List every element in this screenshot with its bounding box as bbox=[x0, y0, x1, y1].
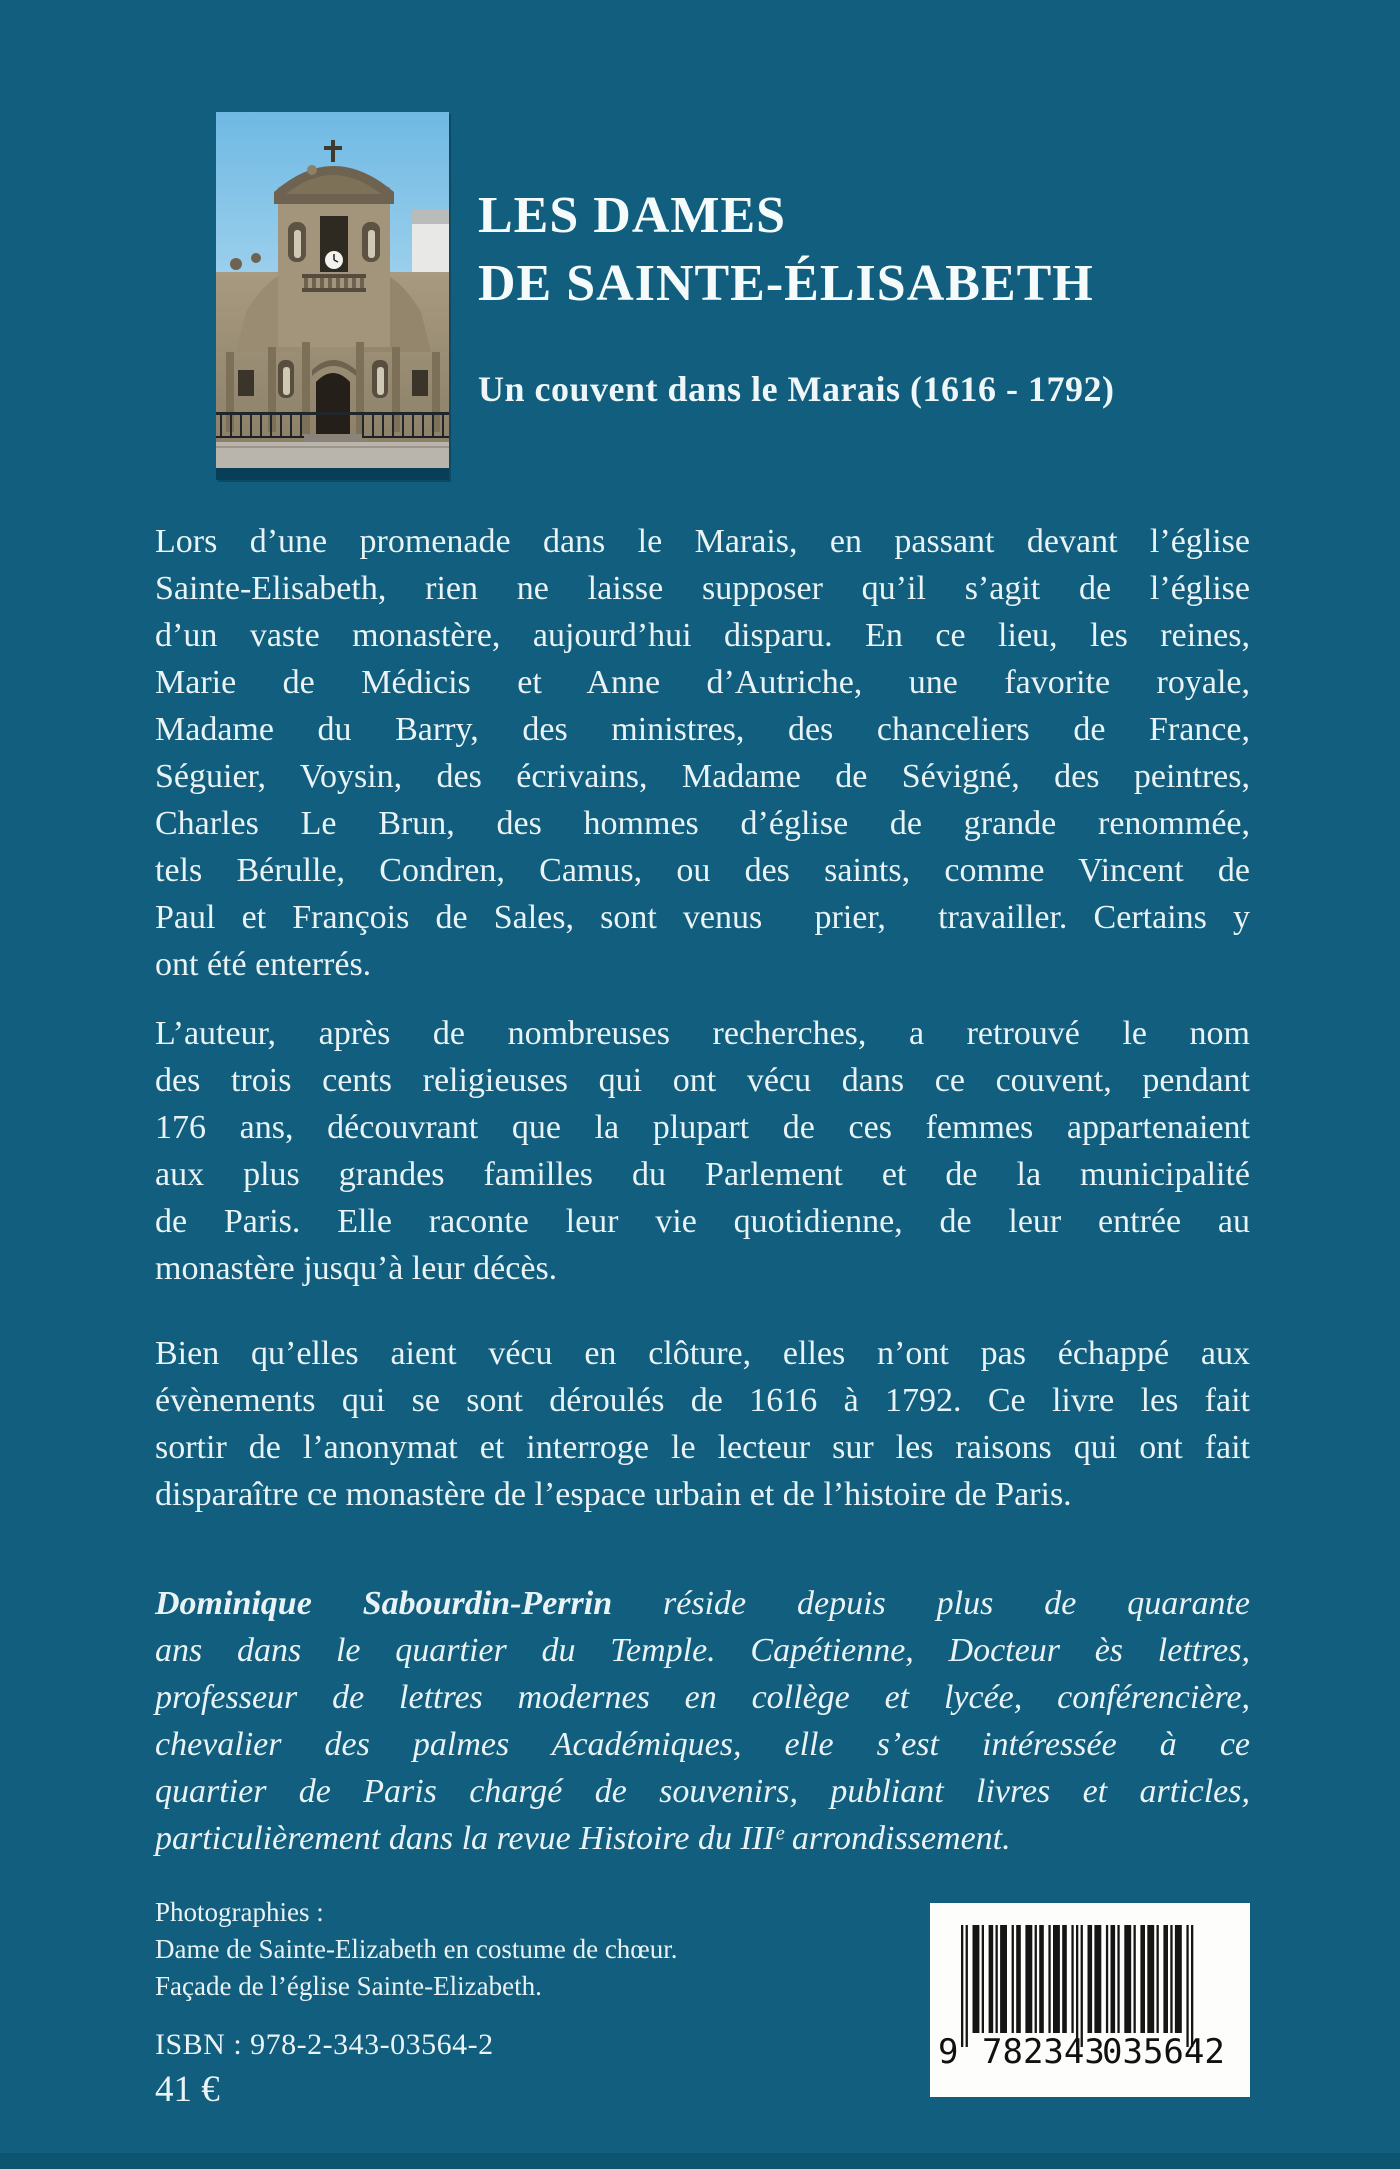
text-line: professeur de lettres modernes en collège et lycée, conférencière, bbox=[155, 1679, 1250, 1716]
ean13-barcode bbox=[930, 1903, 1250, 2097]
text-line: L’auteur, après de nombreuses recherches, a retrouvé le nom bbox=[155, 1015, 1250, 1052]
blurb-paragraph-1 bbox=[155, 518, 1250, 988]
barcode-bar bbox=[1175, 1925, 1182, 2033]
photo-credits bbox=[155, 1894, 955, 2005]
text-line: Bien qu’elles aient vécu en clôture, elles n’ont pas échappé aux bbox=[155, 1335, 1250, 1372]
price-text: 41 € bbox=[155, 2069, 220, 2110]
barcode-bar bbox=[1048, 1925, 1050, 2033]
barcode-bar bbox=[1134, 1925, 1136, 2033]
text-line: Sainte-Elisabeth, rien ne laisse supposer qu’il s’agit de l’église bbox=[155, 570, 1250, 607]
text-line: 176 ans, découvrant que la plupart de ces femmes appartenaient bbox=[155, 1109, 1250, 1146]
barcode-bar bbox=[1140, 1925, 1145, 2033]
book-title-line1: LES DAMES bbox=[478, 187, 787, 244]
text-line: Lors d’une promenade dans le Marais, en passant devant l’église bbox=[155, 523, 1250, 560]
barcode-bar bbox=[1147, 1925, 1154, 2033]
barcode-digits: 9 bbox=[938, 2032, 959, 2072]
barcode-bar bbox=[961, 1925, 963, 2047]
text-line: chevalier des palmes Académiques, elle s’est intéressée à ce bbox=[155, 1726, 1250, 1763]
isbn-text: ISBN : 978-2-343-03564-2 bbox=[155, 2028, 494, 2061]
text-line: Marie de Médicis et Anne d’Autriche, une favorite royale, bbox=[155, 664, 1250, 701]
text-line: aux plus grandes familles du Parlement et de la municipalité bbox=[155, 1156, 1250, 1193]
barcode-digits: 035642 bbox=[1102, 2032, 1225, 2072]
barcode-bar bbox=[982, 1925, 984, 2033]
barcode-bar bbox=[1012, 1925, 1014, 2033]
text-line: quartier de Paris chargé de souvenirs, publiant livres et articles, bbox=[155, 1773, 1250, 1810]
church-facade-photo bbox=[216, 112, 449, 480]
text-line: Dominique Sabourdin-Perrin réside depuis plus de quarante bbox=[155, 1585, 1250, 1622]
barcode-bar bbox=[1106, 1925, 1108, 2033]
barcode-bar bbox=[1016, 1925, 1021, 2033]
barcode-bar bbox=[1117, 1925, 1119, 2033]
author-bio bbox=[155, 1580, 1250, 1862]
barcode-bar bbox=[973, 1925, 980, 2033]
text-line: tels Bérulle, Condren, Camus, ou des saints, comme Vincent de bbox=[155, 852, 1250, 889]
text-line: monastère jusqu’à leur décès. bbox=[155, 1250, 558, 1287]
barcode-bar bbox=[1081, 1925, 1083, 2047]
barcode-bar bbox=[1053, 1925, 1060, 2033]
text-line: évènements qui se sont déroulés de 1616 à 1792. Ce livre les fait bbox=[155, 1382, 1250, 1419]
church-facade-illustration bbox=[216, 112, 449, 468]
text-line: de Paris. Elle raconte leur vie quotidienne, de leur entrée au bbox=[155, 1203, 1250, 1240]
barcode-bar bbox=[1170, 1925, 1172, 2033]
text-line: ans dans le quartier du Temple. Capétienne, Docteur ès lettres, bbox=[155, 1632, 1250, 1669]
text-line: disparaître ce monastère de l’espace urbain et de l’histoire de Paris. bbox=[155, 1476, 1072, 1513]
barcode-bar bbox=[1062, 1925, 1067, 2033]
blurb-paragraph-2 bbox=[155, 1010, 1250, 1292]
text-line: Charles Le Brun, des hommes d’église de grande renommée, bbox=[155, 805, 1250, 842]
barcode-bar bbox=[1094, 1925, 1101, 2033]
book-subtitle: Un couvent dans le Marais (1616 - 1792) bbox=[478, 369, 1115, 409]
barcode-bar bbox=[1035, 1925, 1037, 2033]
barcode-bar bbox=[1111, 1925, 1116, 2033]
barcode-bar bbox=[996, 1925, 998, 2033]
barcode-bar bbox=[966, 1925, 968, 2047]
barcode-bar bbox=[1163, 1925, 1168, 2033]
barcode-bar bbox=[989, 1925, 994, 2033]
text-line: Séguier, Voysin, des écrivains, Madame de Sévigné, des peintres, bbox=[155, 758, 1250, 795]
text-line: Dame de Sainte-Elizabeth en costume de chœur. bbox=[155, 1934, 678, 1964]
barcode-bar bbox=[1039, 1925, 1044, 2033]
text-line: Paul et François de Sales, sont venus prier, travailler. Certains y bbox=[155, 899, 1250, 936]
barcode-bar bbox=[1191, 1925, 1193, 2047]
bottom-edge-band bbox=[0, 2153, 1400, 2169]
text-line: des trois cents religieuses qui ont vécu dans ce couvent, pendant bbox=[155, 1062, 1250, 1099]
barcode-bar bbox=[1000, 1925, 1007, 2033]
text-line: Façade de l’église Sainte-Elizabeth. bbox=[155, 1971, 542, 2001]
text-line: Madame du Barry, des ministres, des chanceliers de France, bbox=[155, 711, 1250, 748]
barcode-bars bbox=[930, 1903, 1250, 2097]
blurb-paragraph-3 bbox=[155, 1330, 1250, 1518]
barcode-bar bbox=[1088, 1925, 1093, 2033]
text-line: ont été enterrés. bbox=[155, 946, 372, 983]
barcode-bar bbox=[1076, 1925, 1078, 2047]
book-title-line2: DE SAINTE-ÉLISABETH bbox=[478, 255, 1094, 312]
barcode-bar bbox=[1186, 1925, 1188, 2047]
barcode-digits: 782343 bbox=[982, 2032, 1105, 2072]
text-line: Photographies : bbox=[155, 1897, 324, 1927]
text-line: sortir de l’anonymat et interroge le lecteur sur les raisons qui ont fait bbox=[155, 1429, 1250, 1466]
text-line: particulièrement dans la revue Histoire du IIIᵉ arrondissement. bbox=[155, 1820, 1011, 1857]
barcode-bar bbox=[1071, 1925, 1073, 2033]
author-name: Dominique Sabourdin-Perrin bbox=[155, 1585, 613, 1622]
text-line: d’un vaste monastère, aujourd’hui disparu. En ce lieu, les reines, bbox=[155, 617, 1250, 654]
barcode-bar bbox=[1025, 1925, 1032, 2033]
barcode-bar bbox=[1124, 1925, 1131, 2033]
barcode-bar bbox=[1157, 1925, 1159, 2033]
